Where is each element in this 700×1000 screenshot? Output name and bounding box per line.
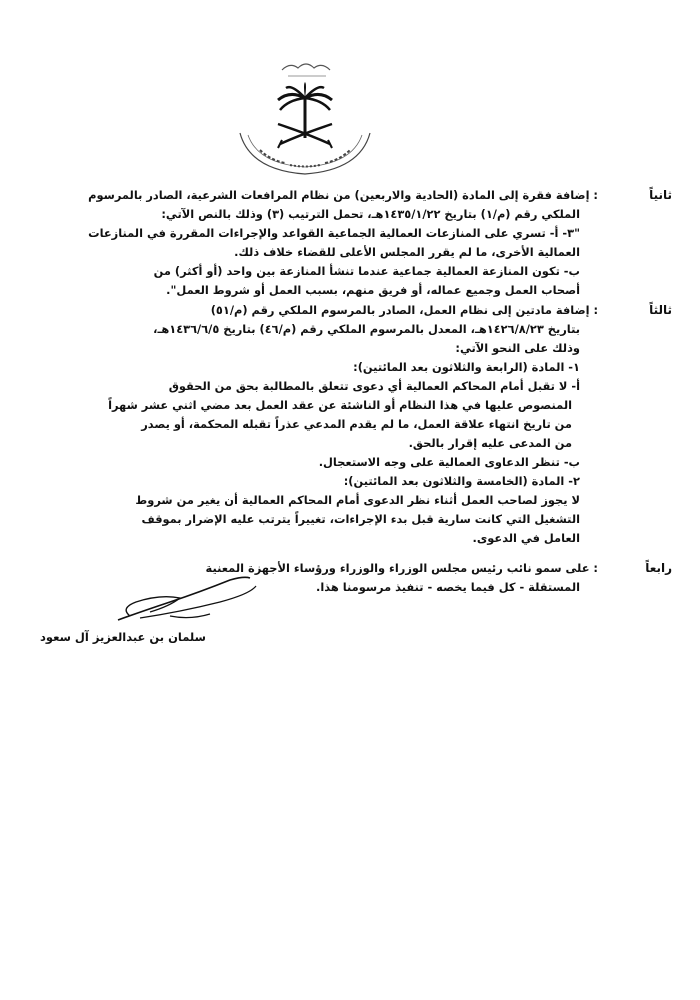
- text-line: ب- تكون المنازعة العمالية جماعية عندما تنشأ المنازعة بين واحد (أو أكثر) من: [153, 264, 580, 278]
- text-line: : على سمو نائب رئيس مجلس الوزراء والوزراء ورؤساء الأجهزة المعنية: [205, 561, 598, 575]
- text-line: لا يجوز لصاحب العمل أثناء نظر الدعوى أمام المحاكم العمالية أن يغير من شروط: [135, 493, 580, 507]
- text-line: ٢- المادة (الخامسة والثلاثون بعد المائتين):: [343, 474, 580, 488]
- text-line: العامل في الدعوى.: [472, 531, 580, 545]
- text-line: "٣- أ- تسري على المنازعات العمالية الجماعية القواعد والإجراءات المقررة في المنازعات: [88, 226, 580, 240]
- text-line: : إضافة مادتين إلى نظام العمل، الصادر بالمرسوم الملكي رقم (م/٥١): [210, 303, 598, 317]
- section-label-second: ثانياً: [649, 188, 672, 202]
- section-second-body: [40, 186, 598, 300]
- text-line: التشغيل التي كانت سارية قبل بدء الإجراءات، تغييراً يترتب عليه الإضرار بموقف: [141, 512, 580, 526]
- text-line: ب- تنظر الدعاوى العمالية على وجه الاستعجال.: [318, 455, 580, 469]
- text-line: وذلك على النحو الآتي:: [455, 341, 580, 355]
- text-line: من تاريخ انتهاء علاقة العمل، ما لم يقدم المدعي عذراً تقبله المحكمة، أو يصدر: [141, 417, 572, 431]
- text-line: ١- المادة (الرابعة والثلاثون بعد المائتين):: [353, 360, 580, 374]
- section-label-third: ثالثاً: [649, 303, 672, 317]
- text-line: المستقلة - كل فيما يخصه - تنفيذ مرسومنا هذا.: [316, 580, 580, 594]
- signatory-name: سلمان بن عبدالعزيز آل سعود: [40, 630, 206, 644]
- text-line: من المدعى عليه إقرار بالحق.: [408, 436, 572, 450]
- text-line: : إضافة فقرة إلى المادة (الحادية والاربعين) من نظام المرافعات الشرعية، الصادر بالمرسوم: [88, 188, 598, 202]
- saudi-emblem-icon: [230, 38, 380, 178]
- text-line: أ- لا تقبل أمام المحاكم العمالية أي دعوى تتعلق بالمطالبة بحق من الحقوق: [168, 379, 580, 393]
- text-line: العمالية الأخرى، ما لم يقرر المجلس الأعلى للقضاء خلاف ذلك.: [234, 245, 580, 259]
- signature-scribble-icon: [110, 572, 260, 627]
- section-third-body: [40, 301, 598, 548]
- text-line: بتاريخ ١٤٢٦/٨/٢٣هـ، المعدل بالمرسوم الملكي رقم (م/٤٦) بتاريخ ١٤٣٦/٦/٥هـ،: [153, 322, 580, 336]
- text-line: المنصوص عليها في هذا النظام أو الناشئة عن عقد العمل بعد مضي اثني عشر شهراً: [108, 398, 572, 412]
- text-line: أصحاب العمل وجميع عماله، أو فريق منهم، بسبب العمل أو شروط العمل".: [166, 283, 580, 297]
- section-label-fourth: رابعاً: [645, 561, 672, 575]
- text-line: الملكي رقم (م/١) بتاريخ ١٤٣٥/١/٢٢هـ، تحمل الترتيب (٣) وذلك بالنص الآتي:: [161, 207, 580, 221]
